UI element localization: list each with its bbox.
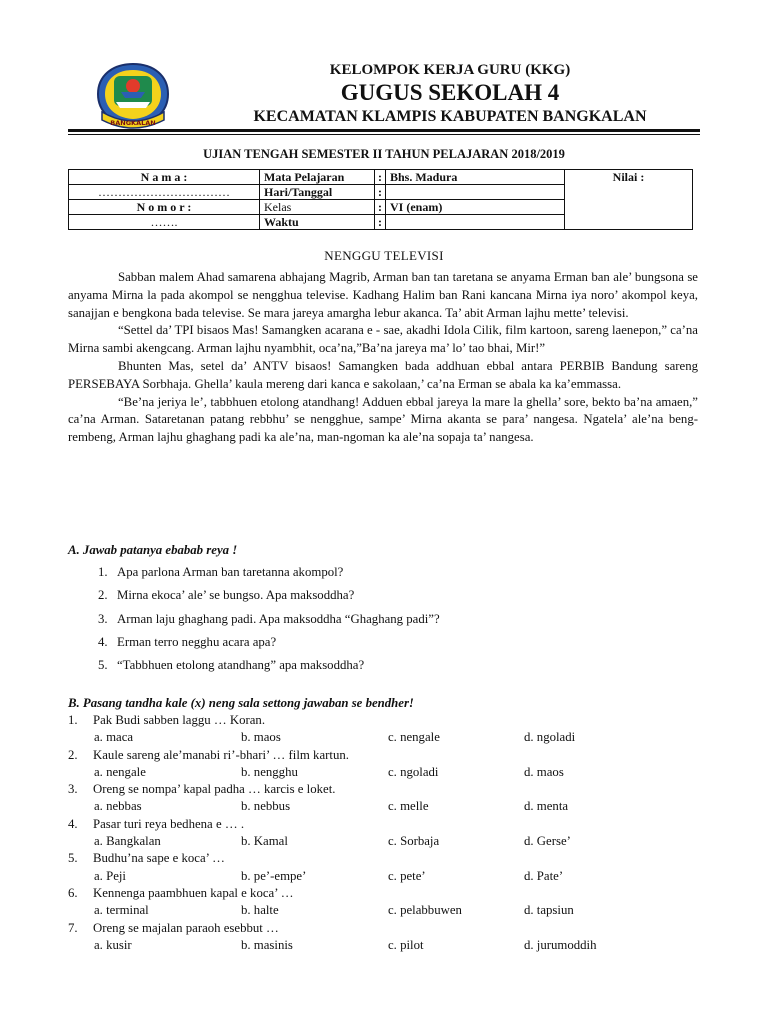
essay-question (98, 565, 440, 588)
score-box[interactable] (565, 170, 693, 230)
story-paragraph: “Be’na jeriya le’, tabbhuen etolong atandhang! Adduen ebbal jareya la mare la ghella’ sore, bekto ba’na amaen,” ca’na Arman. Sataretanan patang rebbhu’ se nengghue, sampe’ Mirna akanta se para’ nangesa. Ngatela’ ale’na beng-rembeng, Arman lajhu ghaghang padi ka ale’na, man-ngoman ka ale’na sopaja ta’ nangesa. (68, 394, 698, 445)
mc-options (68, 834, 708, 851)
mc-question-text: Budhu’na sape e koca’ … (93, 851, 225, 866)
mc-question-number: 6. (68, 885, 78, 900)
section-a-heading: A. Jawab patanya ebabab reya ! (68, 543, 238, 557)
colon: : (375, 170, 386, 185)
mc-options (68, 799, 708, 816)
mc-question-text: Oreng se nompa’ kapal padha … karcis e loket. (93, 782, 336, 797)
question-text: “Tabbhuen etolong atandhang” apa maksoddha? (117, 658, 365, 673)
mc-question (68, 851, 708, 868)
school-cluster-title: GUGUS SEKOLAH 4 (340, 80, 560, 105)
mc-option[interactable]: b. maos (241, 730, 281, 745)
name-label: N a m a : (69, 170, 260, 185)
mc-question-text: Oreng se majalan paraoh esebbut … (93, 920, 279, 935)
header-rule-thick (68, 129, 700, 132)
mc-question-number: 7. (68, 920, 78, 935)
date-label: Hari/Tanggal (260, 185, 375, 200)
mc-options (68, 730, 708, 747)
mc-option[interactable]: a. Bangkalan (94, 834, 161, 849)
essay-question (98, 658, 440, 681)
question-number: 3. (98, 611, 108, 626)
mc-option[interactable]: c. Sorbaja (388, 834, 440, 849)
kkg-header: KELOMPOK KERJA GURU (KKG) (329, 62, 571, 78)
mc-option[interactable]: a. nengale (94, 764, 146, 779)
student-info-table (68, 169, 693, 230)
mc-options (68, 869, 708, 886)
mc-option[interactable]: c. pete’ (388, 868, 426, 883)
mc-question-number: 1. (68, 713, 78, 727)
question-number: 1. (98, 565, 108, 579)
time-label: Waktu (260, 215, 375, 230)
question-number: 5. (98, 658, 108, 673)
mc-option[interactable]: c. pilot (388, 937, 424, 952)
number-label: N o m o r : (69, 200, 260, 215)
mc-option[interactable]: c. ngoladi (388, 764, 439, 779)
mc-option[interactable]: a. Peji (94, 868, 126, 883)
mc-option[interactable]: d. Gerse’ (524, 834, 571, 849)
colon: : (375, 200, 386, 215)
logo-ribbon-text: BANGKALAN (110, 119, 156, 127)
exam-title: UJIAN TENGAH SEMESTER II TAHUN PELAJARAN 2018/2019 (203, 147, 565, 161)
colon: : (375, 185, 386, 200)
subject-label: Mata Pelajaran (260, 170, 375, 185)
time-field[interactable] (386, 215, 565, 230)
mc-option[interactable]: c. nengale (388, 730, 440, 745)
mc-option[interactable]: c. melle (388, 799, 429, 814)
class-label: Kelas (260, 200, 375, 215)
mc-question-number: 4. (68, 816, 78, 831)
mc-question (68, 782, 708, 799)
mc-option[interactable]: d. ngoladi (524, 730, 576, 745)
mc-question (68, 817, 708, 834)
story-paragraph: Bhunten Mas, setel da’ ANTV bisaos! Samangken bada addhuan ebbal antara PERBIB Bandung sareng PERSEBAYA Sorbhaja. Ghella’ kaula mereng dari kanca e sakolaan,’ ca’na Erman se abala ka ka’emmassa. (68, 358, 698, 391)
story-paragraph: “Settel da’ TPI bisaos Mas! Samangken acarana e - sae, akadhi Idola Cilik, film kartoon, sareng laenepon,” ca’na Mirna sambi akengcang. Arman lajhu nyambhit, oca’na,”Ba’na jareya ma’ lo’ tao bhai, Mir!” (68, 323, 698, 356)
mc-option[interactable]: a. kusir (94, 937, 132, 952)
score-label: Nilai : (612, 170, 645, 184)
mc-question-text: Pasar turi reya bedhena e … . (93, 816, 245, 831)
mc-options (68, 938, 708, 955)
story-text (68, 269, 698, 447)
mc-question (68, 886, 708, 903)
mc-question-text: Pak Budi sabben laggu … Koran. (93, 713, 266, 727)
mc-question-number: 5. (68, 851, 78, 866)
mc-option[interactable]: b. Kamal (241, 834, 288, 849)
multiple-choice-list (68, 713, 708, 955)
question-number: 2. (98, 588, 108, 603)
date-field[interactable] (386, 185, 565, 200)
story-title: NENGGU TELEVISI (324, 248, 444, 263)
mc-question (68, 921, 708, 938)
colon: : (375, 215, 386, 230)
mc-option[interactable]: b. halte (241, 903, 279, 918)
mc-option[interactable]: b. nengghu (241, 764, 298, 779)
mc-options (68, 765, 708, 782)
mc-question (68, 713, 708, 730)
section-b-heading: B. Pasang tandha kale (x) neng sala settong jawaban se bendher! (68, 696, 414, 710)
mc-question (68, 748, 708, 765)
mc-question-number: 2. (68, 747, 78, 762)
mc-option[interactable]: d. jurumoddih (524, 937, 597, 952)
question-text: Mirna ekoca’ ale’ se bungso. Apa maksoddha? (117, 588, 355, 603)
question-text: Erman terro negghu acara apa? (117, 634, 277, 649)
mc-option[interactable]: d. menta (524, 799, 569, 814)
class-value: VI (enam) (386, 200, 565, 215)
mc-question-text: Kennenga paambhuen kapal e koca’ … (93, 885, 294, 900)
essay-question (98, 612, 440, 635)
mc-question-text: Kaule sareng ale’manabi ri’-bhari’ … film kartun. (93, 747, 349, 762)
mc-option[interactable]: d. Pate’ (524, 868, 564, 883)
mc-question-number: 3. (68, 782, 78, 797)
subject-value: Bhs. Madura (386, 170, 565, 185)
mc-option[interactable]: a. nebbas (94, 799, 142, 814)
mc-option[interactable]: d. maos (524, 764, 564, 779)
mc-options (68, 903, 708, 920)
question-text: Arman laju ghaghang padi. Apa maksoddha “Ghaghang padi”? (117, 611, 440, 626)
mc-option[interactable]: c. pelabbuwen (388, 903, 462, 918)
mc-option[interactable]: b. pe’-empe’ (241, 868, 307, 883)
mc-option[interactable]: a. maca (94, 730, 134, 745)
essay-question (98, 635, 440, 658)
mc-option[interactable]: a. terminal (94, 903, 149, 918)
header-rule-thin (68, 134, 700, 135)
question-number: 4. (98, 634, 108, 649)
essay-question-list (98, 565, 440, 681)
story-paragraph: Sabban malem Ahad samarena abhajang Magrib, Arman ban tan taretana se anyama Erman ban ale’ bungsona se anyama Mirna la pada akompol se nengghua televise. Kadhang Halim ban Rani kancana Mirna iya noro’ akompol keya, sanajjan e bengkona bada televise. Se mara jareya amargha lebur akanca. Ta’ abit Arman lajhu mette’ televisi. (68, 270, 698, 320)
essay-question (98, 588, 440, 611)
mc-option[interactable]: b. masinis (241, 937, 293, 952)
mc-option[interactable]: d. tapsiun (524, 903, 574, 918)
number-field[interactable]: ……. (69, 215, 260, 230)
district-header: KECAMATAN KLAMPIS KABUPATEN BANGKALAN (253, 108, 647, 125)
name-field[interactable]: …………………………… (69, 185, 260, 200)
question-text: Apa parlona Arman ban taretanna akompol? (117, 565, 344, 579)
mc-option[interactable]: b. nebbus (241, 799, 291, 814)
